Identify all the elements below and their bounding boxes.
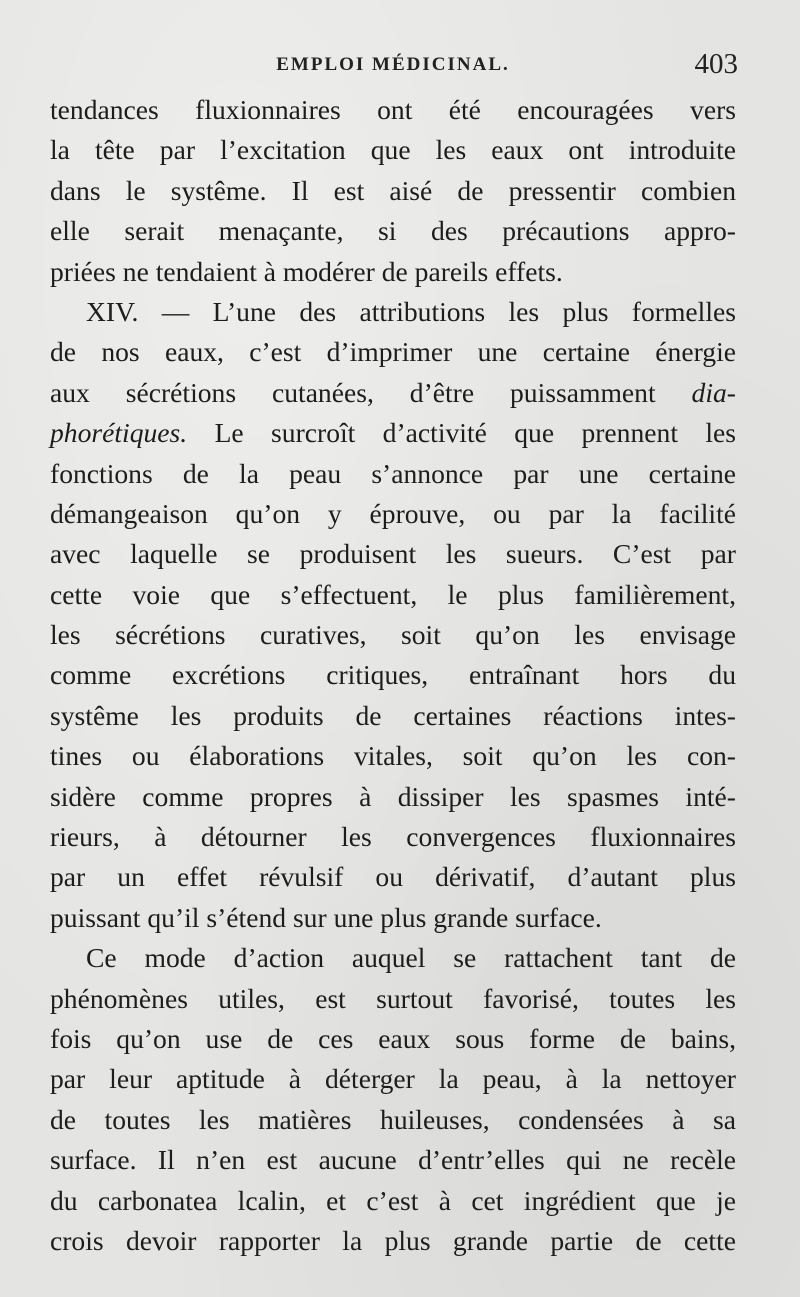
text-line: tines ou élaborations vitales, soit qu’on les con-	[50, 740, 736, 772]
text-line: par un effet révulsif ou dérivatif, d’autant plus	[50, 861, 736, 893]
text-line: les sécrétions curatives, soit qu’on les envisage	[50, 619, 736, 651]
page-number: 403	[694, 48, 738, 80]
body-text	[50, 90, 736, 1261]
text-line: tendances fluxionnaires ont été encouragées vers	[50, 94, 736, 125]
text-line: fonctions de la peau s’annonce par une certaine	[50, 457, 736, 489]
text-line: surface. Il n’en est aucune d’entr’elles qui ne recèle	[50, 1144, 736, 1176]
text-line: dans le systême. Il est aisé de pressentir combien	[50, 174, 736, 206]
text-line: priées ne tendaient à modérer de pareils effets.	[50, 255, 563, 287]
text-line: du carbonatea lcalin, et c’est à cet ingrédient que je	[50, 1184, 736, 1216]
text-line: Ce mode d’action auquel se rattachent tant de	[86, 942, 736, 974]
text-line: avec laquelle se produisent les sueurs. C’est par	[50, 538, 736, 570]
text-line: comme excrétions critiques, entraînant hors du	[50, 659, 736, 691]
text-segment: aux sécrétions cutanées, d’être puissamment	[50, 376, 656, 408]
text-line: puissant qu’il s’étend sur une plus grande surface.	[50, 901, 602, 933]
text-line: démangeaison qu’on y éprouve, ou par la facilité	[50, 497, 736, 529]
text-line: phénomènes utiles, est surtout favorisé, toutes les	[50, 982, 736, 1014]
text-line: fois qu’on use de ces eaux sous forme de bains,	[50, 1022, 736, 1054]
text-segment: Le surcroît d’activité que prennent les	[214, 417, 737, 449]
text-line: cette voie que s’effectuent, le plus familièrement,	[50, 578, 736, 610]
text-line: par leur aptitude à déterger la peau, à la nettoyer	[50, 1063, 736, 1095]
text-line: systême les produits de certaines réactions intes-	[50, 699, 736, 731]
text-line	[50, 413, 736, 453]
section-heading-line: XIV. — L’une des attributions les plus formelles	[86, 295, 736, 327]
italic-term: dia-	[691, 376, 736, 408]
text-line: elle serait menaçante, si des précautions appro-	[50, 215, 736, 247]
text-line: crois devoir rapporter la plus grande partie de cette	[50, 1224, 736, 1256]
text-line: de toutes les matières huileuses, condensées à sa	[50, 1103, 736, 1135]
running-head: EMPLOI MÉDICINAL.	[276, 54, 510, 75]
text-line	[50, 373, 736, 413]
text-line: la tête par l’excitation que les eaux ont introduite	[50, 134, 736, 166]
text-line: de nos eaux, c’est d’imprimer une certaine énergie	[50, 336, 736, 368]
text-line: rieurs, à détourner les convergences fluxionnaires	[50, 821, 736, 853]
italic-term: phorétiques.	[50, 417, 188, 449]
page-header	[48, 50, 738, 86]
text-line: sidère comme propres à dissiper les spasmes inté-	[50, 780, 736, 812]
